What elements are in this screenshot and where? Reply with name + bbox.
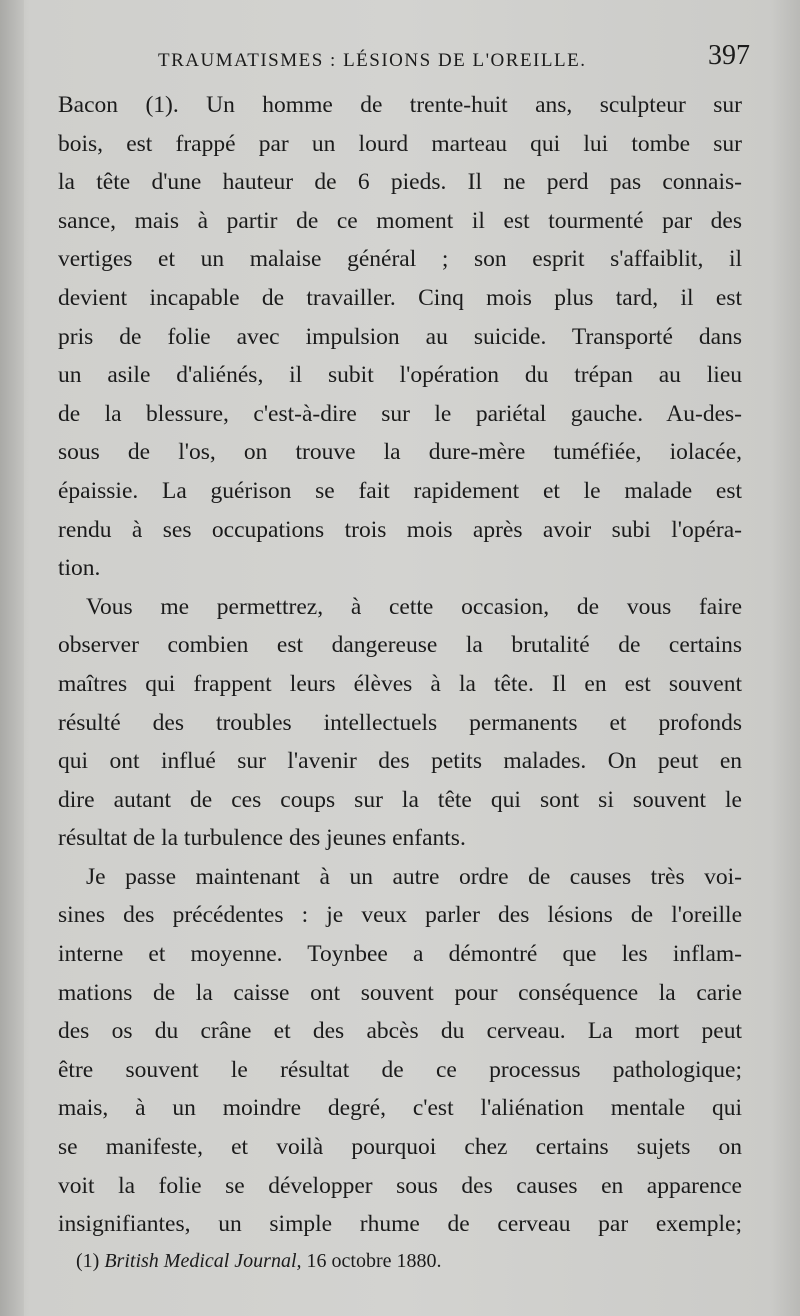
text-line: sines des précédentes : je veux parler des lésions de l'oreille	[58, 902, 742, 929]
text-line: se manifeste, et voilà pourquoi chez certains sujets on	[58, 1134, 742, 1161]
text-line: mations de la caisse ont souvent pour conséquence la carie	[58, 979, 742, 1006]
text-line: tion.	[58, 555, 101, 582]
text-line: pris de folie avec impulsion au suicide. Transporté dans	[58, 323, 742, 350]
text-line: Bacon (1). Un homme de trente-huit ans, sculpteur sur	[58, 92, 742, 118]
text-line: sance, mais à partir de ce moment il est tourmenté par des	[58, 207, 742, 234]
footnote-marker: (1)	[76, 1250, 100, 1272]
page-header	[60, 40, 750, 80]
text-line: sous de l'os, on trouve la dure-mère tuméfiée, iolacée,	[58, 439, 742, 466]
text-line: Je passe maintenant à un autre ordre de causes très voi-	[86, 863, 742, 890]
body-text	[58, 86, 742, 1244]
text-line: résulté des troubles intellectuels permanents et profonds	[58, 709, 742, 736]
footnote	[76, 1250, 442, 1273]
text-line: insignifiantes, un simple rhume de cerveau par exemple;	[58, 1211, 742, 1238]
running-head: TRAUMATISMES : LÉSIONS DE L'OREILLE.	[158, 50, 587, 71]
text-line: maîtres qui frappent leurs élèves à la tête. Il en est souvent	[58, 670, 742, 697]
text-line: résultat de la turbulence des jeunes enfants.	[58, 825, 466, 852]
text-line: Vous me permettrez, à cette occasion, de vous faire	[86, 593, 742, 620]
text-line: bois, est frappé par un lourd marteau qui lui tombe sur	[58, 130, 742, 157]
text-line: dire autant de ces coups sur la tête qui sont si souvent le	[58, 786, 742, 813]
text-line: interne et moyenne. Toynbee a démontré que les inflam-	[58, 941, 742, 968]
text-line: la tête d'une hauteur de 6 pieds. Il ne perd pas connais-	[58, 169, 742, 196]
text-line: un asile d'aliénés, il subit l'opération du trépan au lieu	[58, 362, 742, 389]
footnote-date: 16 octobre 1880.	[306, 1250, 442, 1272]
page-number: 397	[708, 40, 750, 71]
text-line: qui ont influé sur l'avenir des petits malades. On peut en	[58, 748, 742, 775]
text-line: rendu à ses occupations trois mois après avoir subi l'opéra-	[58, 516, 742, 543]
text-line: des os du crâne et des abcès du cerveau. La mort peut	[58, 1018, 742, 1045]
text-line: mais, à un moindre degré, c'est l'aliénation mentale qui	[58, 1095, 742, 1122]
text-line: épaissie. La guérison se fait rapidement et le malade est	[58, 477, 742, 504]
text-line: vertiges et un malaise général ; son esprit s'affaiblit, il	[58, 246, 742, 273]
text-line: de la blessure, c'est-à-dire sur le pariétal gauche. Au-des-	[58, 400, 742, 427]
page-edge-shadow	[0, 0, 24, 1316]
text-line: être souvent le résultat de ce processus pathologique;	[58, 1056, 742, 1083]
footnote-journal: British Medical Journal,	[104, 1250, 302, 1272]
text-line: devient incapable de travailler. Cinq mois plus tard, il est	[58, 284, 742, 311]
text-line: observer combien est dangereuse la brutalité de certains	[58, 632, 742, 659]
text-line: voit la folie se développer sous des causes en apparence	[58, 1172, 742, 1199]
